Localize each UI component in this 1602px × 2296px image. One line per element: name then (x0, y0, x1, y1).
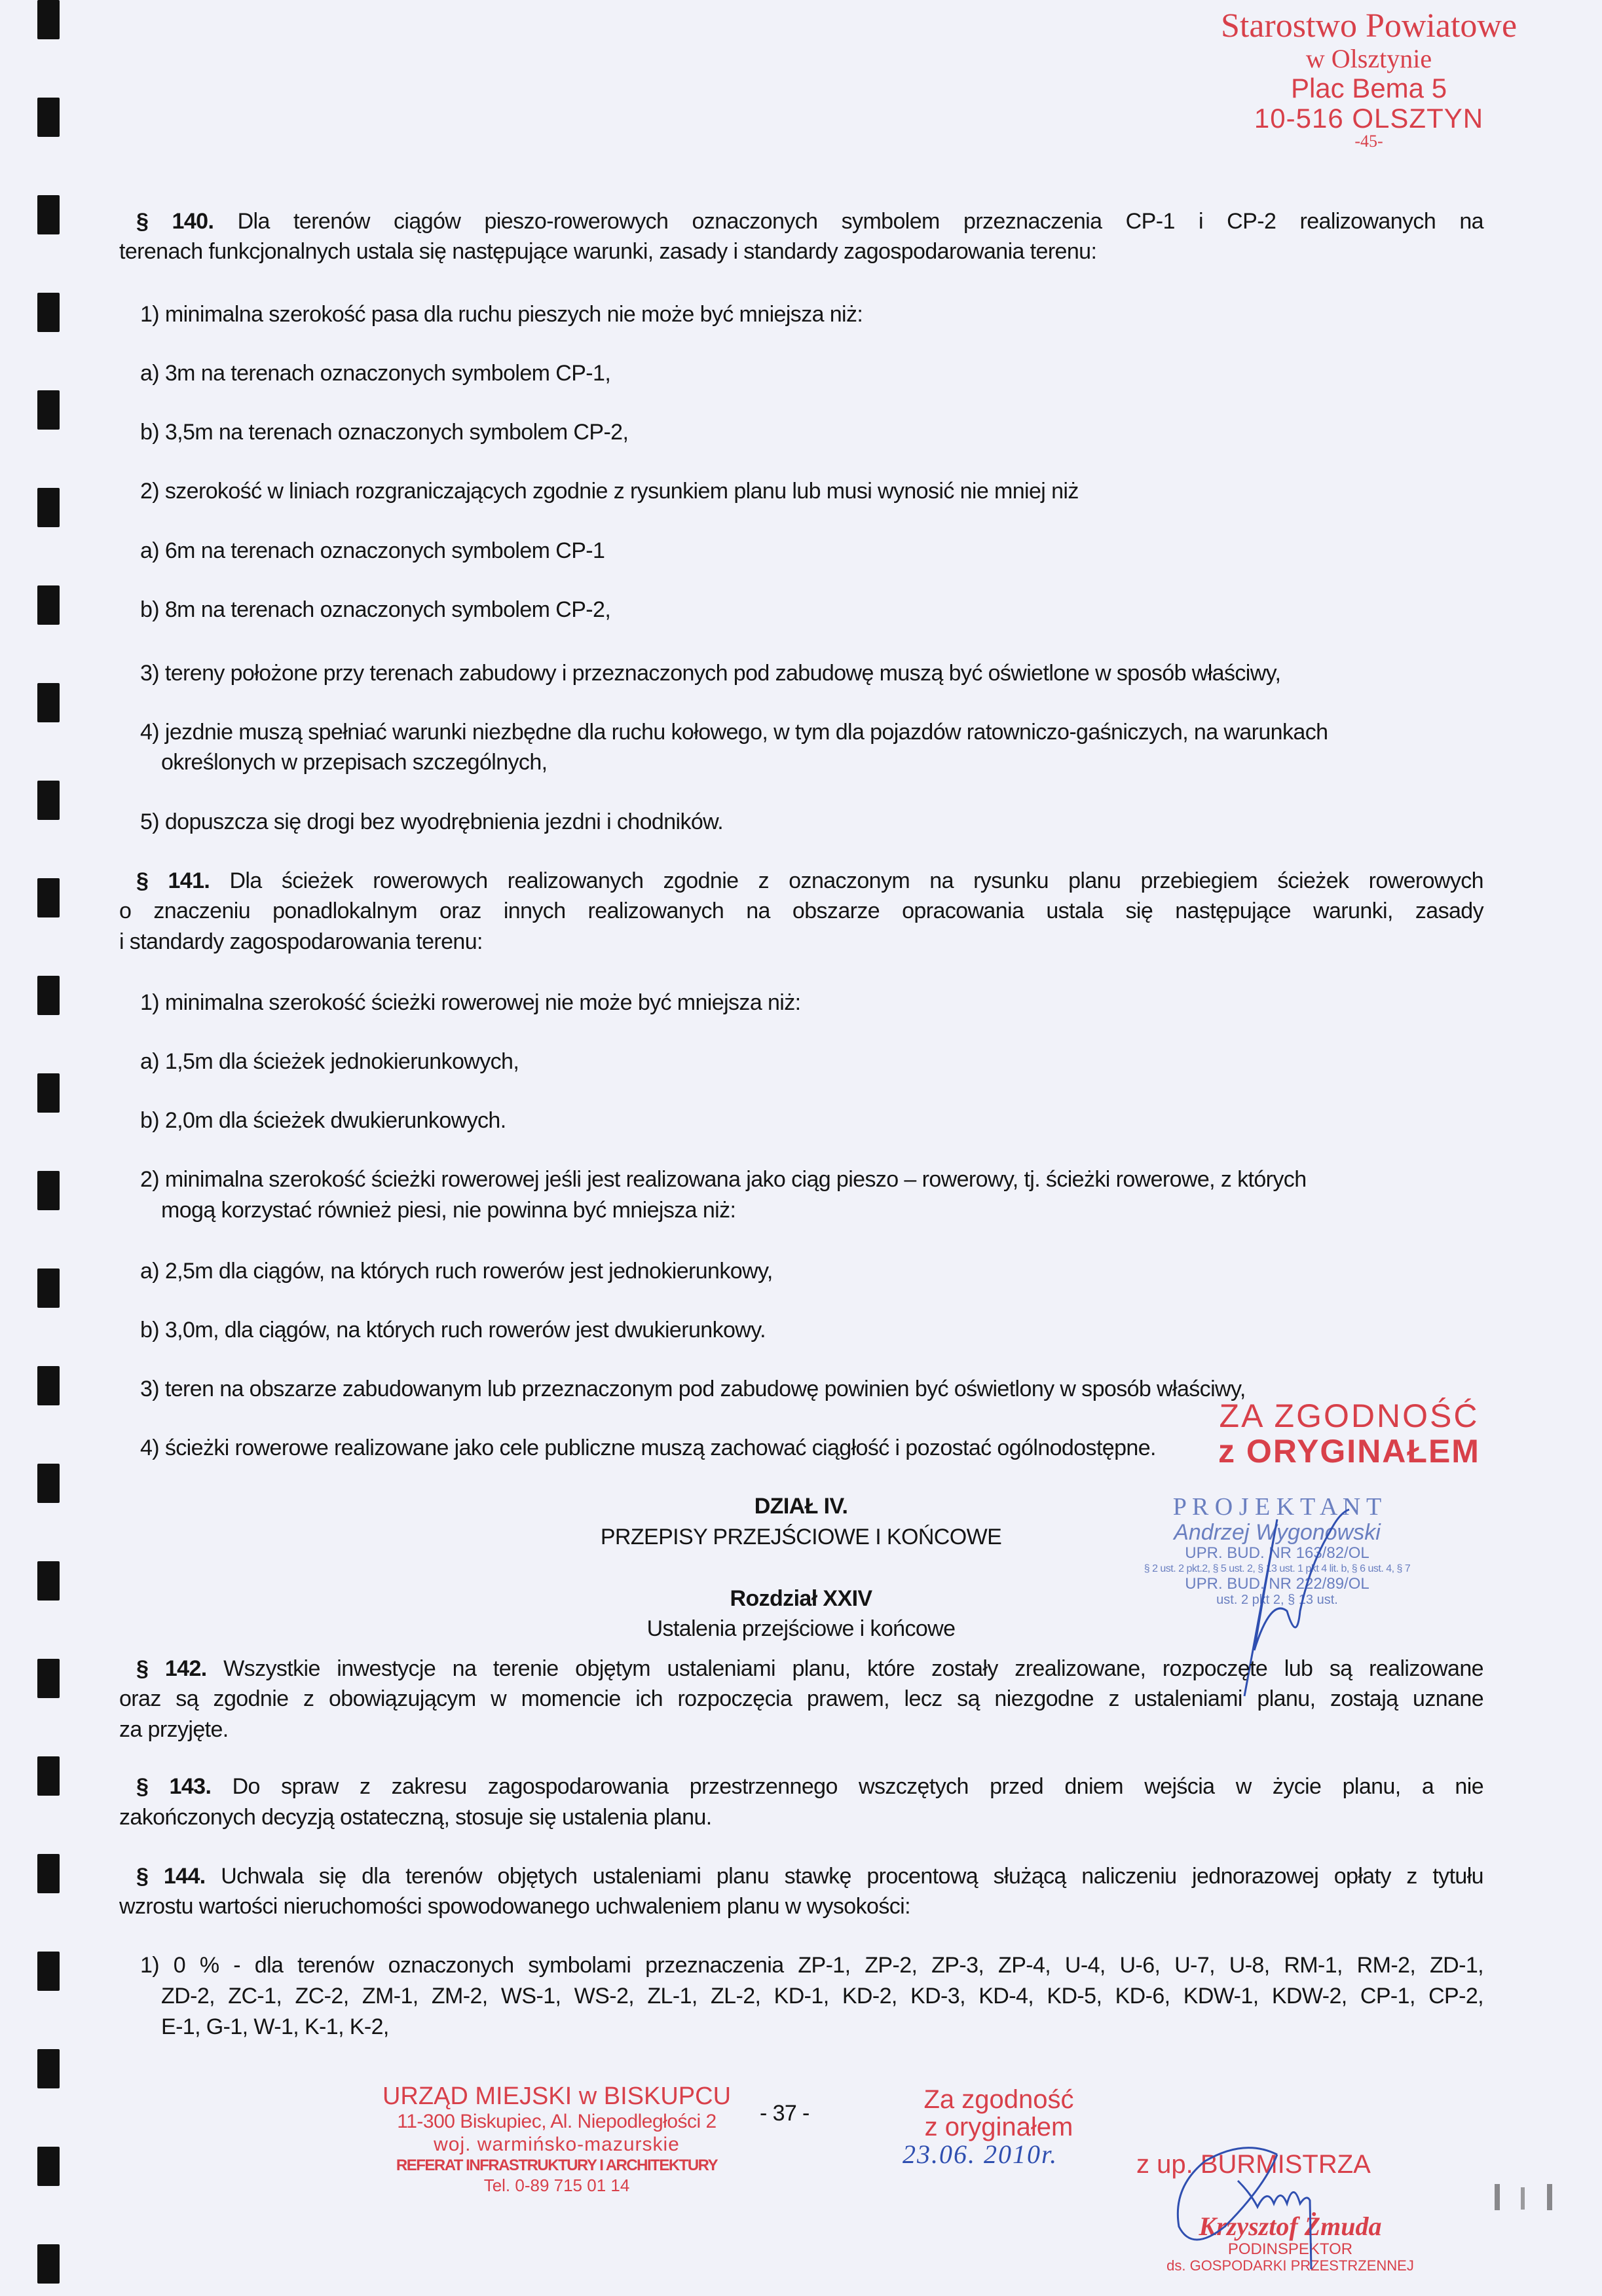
stamp-line: w Olsztynie (1305, 44, 1432, 73)
stamp-line: PODINSPEKTOR (1227, 2240, 1353, 2258)
conformity-date: 23.06. 2010r. (903, 2139, 1058, 2169)
division-title: DZIAŁ IV. (754, 1494, 848, 1519)
stamp-line: URZĄD MIEJSKI w BISKUPCU (382, 2083, 732, 2110)
stamp-line: Starostwo Powiatowe (1220, 7, 1518, 45)
binding-mark (37, 781, 60, 820)
p140-label: § 140. (136, 209, 214, 234)
mayor-signature-icon (1166, 2141, 1349, 2272)
binding-mark (37, 1073, 60, 1113)
p144-label: § 144. (136, 1864, 206, 1889)
binding-mark (37, 195, 60, 234)
binding-mark (37, 390, 60, 430)
binding-mark (37, 2049, 60, 2088)
list-item: 3) tereny położone przy terenach zabudowy i przeznaczonych pod zabudowę muszą być oświetlone w sposób właściwy, (140, 661, 1281, 686)
binding-mark (37, 878, 60, 917)
p140-line1 (136, 208, 1483, 234)
binding-mark (37, 1268, 60, 1308)
list-item: 5) dopuszcza się drogi bez wyodrębnienia jezdni i chodników. (140, 809, 724, 834)
stamp-line: z ORYGINAŁEM (1218, 1433, 1480, 1470)
stamp-line: UPR. BUD. NR 222/89/OL (1185, 1575, 1369, 1593)
binding-mark (37, 98, 60, 137)
binding-mark (37, 1659, 60, 1698)
stamp-line: ust. 2 pkt 2, § 13 ust. (1216, 1593, 1338, 1607)
p141-label: § 141. (136, 868, 210, 893)
paragraph-text: Uchwala się dla terenów objętych ustaleniami planu stawkę procentową służącą naliczeniu jednorazowej opłaty z tytułu (221, 1864, 1483, 1889)
list-item: 4) ścieżki rowerowe realizowane jako cele publiczne muszą zachować ciągłość i pozostać ogólnodostępne. (140, 1435, 1156, 1460)
p142-label: § 142. (136, 1656, 207, 1681)
list-item: b) 3,5m na terenach oznaczonych symbolem CP-2, (140, 420, 629, 445)
p140-line2: terenach funkcjonalnych ustala się następujące warunki, zasady i standardy zagospodarowania terenu: (119, 239, 1097, 264)
list-item: b) 3,0m, dla ciągów, na których ruch rowerów jest dwukierunkowy. (140, 1318, 766, 1342)
starostwo-stamp (1185, 8, 1552, 149)
p141-line3: i standardy zagospodarowania terenu: (119, 929, 483, 954)
mayor-stamp-heading: z up. BURMISTRZA (1136, 2150, 1371, 2179)
conformity-stamp (891, 2086, 1107, 2141)
division-subtitle: PRZEPISY PRZEJŚCIOWE I KOŃCOWE (600, 1525, 1002, 1549)
p143-label: § 143. (136, 1774, 212, 1799)
stamp-line: Andrzej Wygonowski (1174, 1520, 1381, 1545)
chapter-subtitle: Ustalenia przejściowe i końcowe (646, 1616, 956, 1641)
certification-stamp (1205, 1398, 1493, 1469)
list-item: 4) jezdnie muszą spełniać warunki niezbędne dla ruchu kołowego, w tym dla pojazdów ratowniczo-gaśniczych, na warunkach (140, 720, 1328, 745)
office-stamp (367, 2083, 747, 2195)
stamp-line: Za zgodność (923, 2085, 1074, 2114)
list-item: 1) minimalna szerokość pasa dla ruchu pieszych nie może być mniejsza niż: (140, 302, 863, 327)
stamp-line: ZA ZGODNOŚĆ (1219, 1398, 1480, 1434)
sheet-number: -45- (1354, 132, 1383, 151)
stamp-line: REFERAT INFRASTRUKTURY I ARCHITEKTURY (396, 2157, 718, 2174)
list-item-cont: określonych w przepisach szczególnych, (161, 750, 548, 775)
paragraph-text: Dla ścieżek rowerowych realizowanych zgodnie z oznaczonym na rysunku planu przebiegiem ścieżek rowerowych (229, 868, 1483, 893)
p141-line2: o znaczeniu ponadlokalnym oraz innych realizowanych na obszarze opracowania ustala się następujące warunki, zasady (119, 898, 1483, 923)
p143-line2: zakończonych decyzją ostateczną, stosuje się ustalenia planu. (119, 1805, 712, 1830)
list-item: a) 3m na terenach oznaczonych symbolem CP-1, (140, 361, 611, 386)
list-item-cont: mogą korzystać również piesi, nie powinna być mniejsza niż: (161, 1198, 736, 1223)
list-item: 2) szerokość w liniach rozgraniczających zgodnie z rysunkiem planu lub musi wynosić nie mniej niż (140, 479, 1079, 504)
stamp-line: Tel. 0-89 715 01 14 (483, 2176, 630, 2195)
binding-mark (37, 976, 60, 1015)
list-item: 1) 0 % - dla terenów oznaczonych symbolami przeznaczenia ZP-1, ZP-2, ZP-3, ZP-4, U-4, U-6, U-7, U-8, RM-1, RM-2, ZD-1, (140, 1953, 1483, 1978)
binding-mark (37, 1366, 60, 1405)
stamp-line: z oryginałem (924, 2113, 1073, 2141)
stamp-line: UPR. BUD. NR 163/82/OL (1185, 1544, 1369, 1562)
stamp-line: ds. GOSPODARKI PRZESTRZENNEJ (1166, 2257, 1414, 2274)
paragraph-text: Do spraw z zakresu zagospodarowania przestrzennego wszczętych przed dniem wejścia w życie planu, a nie (232, 1774, 1483, 1799)
p144-line2: wzrostu wartości nieruchomości spowodowanego uchwaleniem planu w wysokości: (119, 1894, 910, 1919)
binding-mark (37, 2147, 60, 2186)
list-item: 3) teren na obszarze zabudowanym lub przeznaczonym pod zabudowę powinien być oświetlony w sposób właściwy, (140, 1377, 1246, 1401)
stray-marks (1495, 2184, 1567, 2213)
list-item: a) 2,5m dla ciągów, na których ruch rowerów jest jednokierunkowy, (140, 1259, 773, 1284)
p142-line3: za przyjęte. (119, 1717, 229, 1742)
list-item: b) 2,0m dla ścieżek dwukierunkowych. (140, 1108, 506, 1133)
binding-mark (37, 585, 60, 625)
list-item: 1) minimalna szerokość ścieżki rowerowej nie może być mniejsza niż: (140, 990, 801, 1015)
stamp-line: Plac Bema 5 (1290, 73, 1447, 103)
stamp-line: 11-300 Biskupiec, Al. Niepodległości 2 (397, 2111, 717, 2132)
binding-mark (37, 488, 60, 527)
list-item: b) 8m na terenach oznaczonych symbolem CP-2, (140, 597, 611, 622)
stamp-line: Krzysztof Żmuda (1199, 2212, 1382, 2241)
binding-mark (37, 1854, 60, 1893)
p144-line1 (136, 1863, 1483, 1889)
page-number: - 37 - (760, 2101, 810, 2126)
p141-line1 (136, 868, 1483, 894)
list-item: 2) minimalna szerokość ścieżki rowerowej jeśli jest realizowana jako ciąg pieszo – rowerowy, tj. ścieżki rowerowe, z których (140, 1167, 1307, 1192)
binding-mark (37, 1756, 60, 1796)
list-item-cont: ZD-2, ZC-1, ZC-2, ZM-1, ZM-2, WS-1, WS-2, ZL-1, ZL-2, KD-1, KD-2, KD-3, KD-4, KD-5, KD-6, KDW-1, KDW-2, CP-1, CP-2, (161, 1984, 1483, 2009)
stamp-line: 10-516 OLSZTYN (1254, 103, 1484, 134)
p143-line1 (136, 1773, 1483, 1800)
paragraph-text: Wszystkie inwestycje na terenie objętym ustaleniami planu, które zostały zrealizowane, rozpoczęte lub są realizowane (223, 1656, 1483, 1681)
binding-mark (37, 2244, 60, 2284)
binding-mark (37, 683, 60, 722)
binding-mark (37, 1171, 60, 1210)
stamp-line: § 2 ust. 2 pkt.2, § 5 ust. 2, § 13 ust. 1 pkt 4 lit. b, § 6 ust. 4, § 7 (1144, 1563, 1411, 1574)
binding-mark (37, 0, 60, 39)
paragraph-text: Dla terenów ciągów pieszo-rowerowych oznaczonych symbolem przeznaczenia CP-1 i CP-2 realizowanych na (237, 209, 1483, 234)
p142-line2: oraz są zgodnie z obowiązującym w momencie ich rozpoczęcia prawem, lecz są niezgodne z ustaleniami planu, zostają uznane (119, 1686, 1483, 1711)
stamp-line: P R O J E K T A N T (1172, 1493, 1382, 1521)
p142-line1 (136, 1656, 1483, 1682)
binding-mark (37, 1952, 60, 1991)
binding-mark (37, 293, 60, 332)
list-item: a) 1,5m dla ścieżek jednokierunkowych, (140, 1049, 519, 1074)
chapter-title: Rozdział XXIV (730, 1586, 872, 1611)
list-item: a) 6m na terenach oznaczonych symbolem CP-1 (140, 538, 605, 563)
stamp-line: woj. warmińsko-mazurskie (434, 2134, 680, 2155)
list-item-cont: E-1, G-1, W-1, K-1, K-2, (161, 2014, 389, 2039)
